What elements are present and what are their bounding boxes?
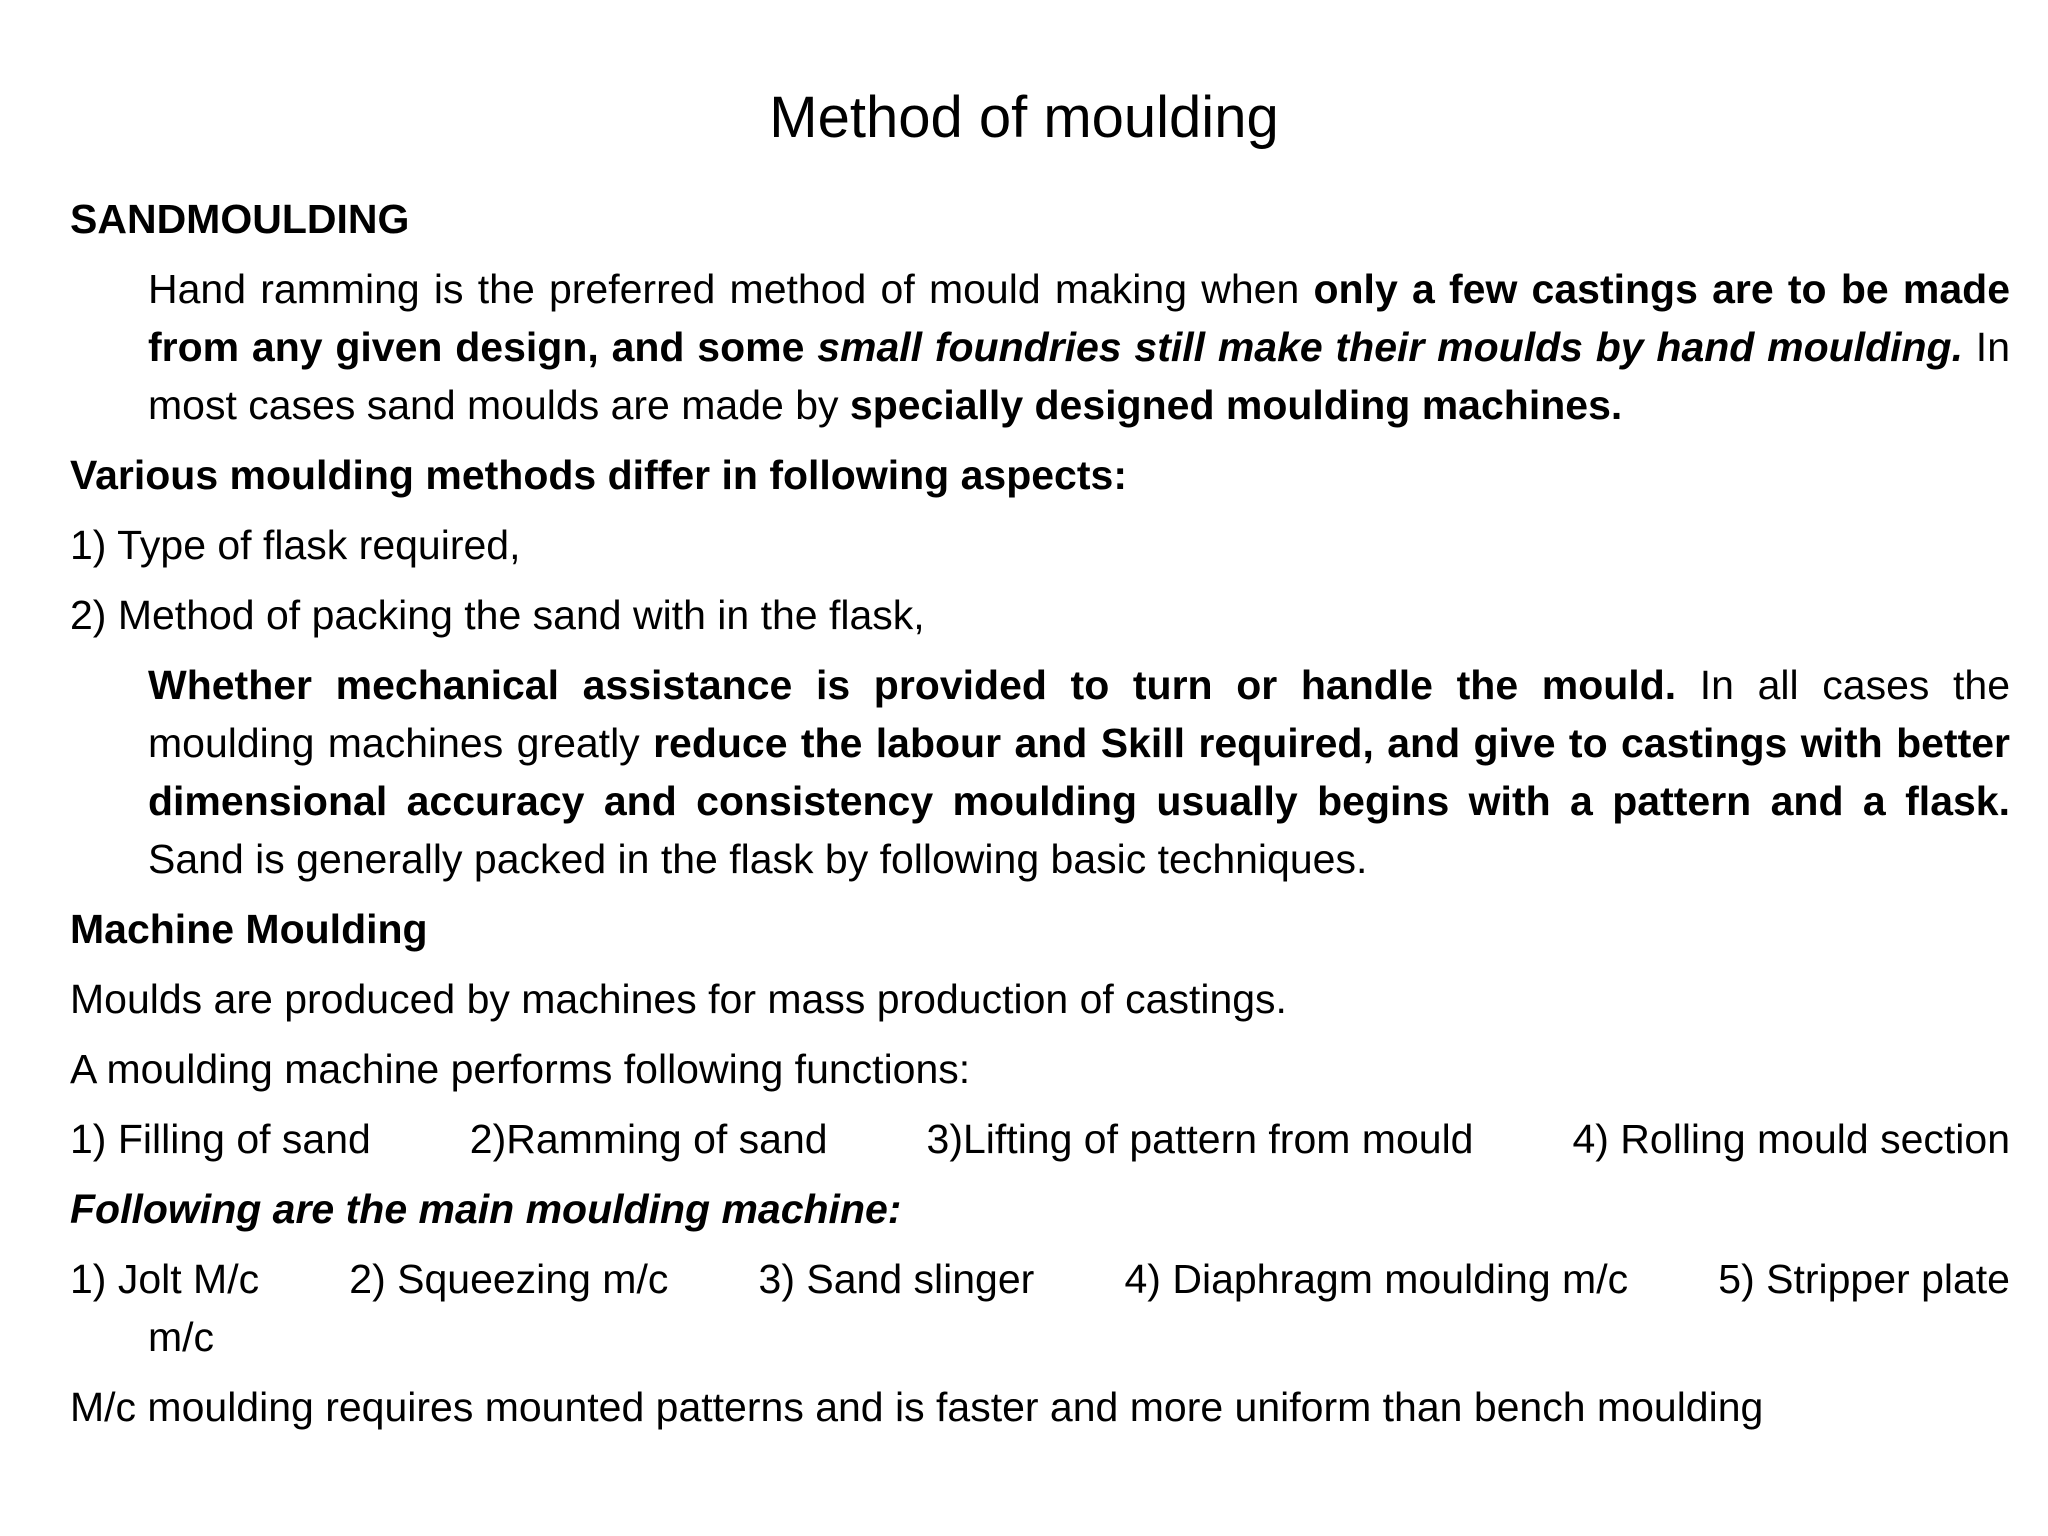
function-item: 2)Ramming of sand (469, 1116, 828, 1162)
machine-item: 5) Stripper plate (1718, 1256, 2010, 1302)
machine-item: 4) Diaphragm moulding m/c (1124, 1256, 1629, 1302)
function-item: 3)Lifting of pattern from mould (926, 1116, 1474, 1162)
section-heading-machine-moulding: Machine Moulding (70, 906, 428, 952)
machine-item: 1) Jolt M/c (70, 1256, 260, 1302)
text-run-bold: Whether mechanical assistance is provided to turn or handle the mould. (148, 662, 1677, 708)
section-heading-main-machines: Following are the main moulding machine: (70, 1186, 902, 1232)
text-run-bold: only a few castings are to be made from any given design, and some (148, 266, 2010, 370)
section-heading-aspects: Various moulding methods differ in following aspects: (70, 452, 1127, 498)
function-item: 1) Filling of sand (70, 1116, 371, 1162)
slide-content (70, 190, 2010, 1448)
machine-item: 3) Sand slinger (758, 1256, 1035, 1302)
slide-title: Method of moulding (769, 85, 1279, 150)
paragraph-sandmoulding (148, 260, 2010, 434)
text-run: In all cases the moulding machines greatly (148, 662, 2011, 766)
machine-moulding-line-1: Moulds are produced by machines for mass production of castings. (70, 976, 1287, 1022)
machine-moulding-line-2: A moulding machine performs following functions: (70, 1046, 971, 1092)
paragraph-mechanical-assistance (148, 656, 2010, 888)
text-run-bold: reduce the labour and Skill required, and give to castings with better dimensional accuracy and consistency moulding usually begins with a pattern and a flask. (148, 720, 2010, 824)
text-run: Hand ramming is the preferred method of mould making when (148, 266, 1314, 312)
text-run: Sand is generally packed in the flask by following basic techniques. (148, 836, 1368, 882)
closing-line: M/c moulding requires mounted patterns and is faster and more uniform than bench moulding (70, 1384, 1764, 1430)
functions-list (70, 1110, 2010, 1168)
list-item-aspect-2: 2) Method of packing the sand with in the flask, (70, 592, 925, 638)
list-item-aspect-1: 1) Type of flask required, (70, 522, 521, 568)
text-run-bold-italic: small foundries still make their moulds by hand moulding. (817, 324, 1963, 370)
text-run-bold: specially designed moulding machines. (849, 382, 1623, 428)
machines-list (70, 1250, 2010, 1308)
function-item: 4) Rolling mould section (1572, 1116, 2010, 1162)
machine-item: 2) Squeezing m/c (349, 1256, 669, 1302)
text-run: In most cases sand moulds are made by (148, 324, 2010, 428)
machine-item-wrap: m/c (148, 1314, 215, 1360)
section-heading-sandmoulding: SANDMOULDING (70, 196, 410, 242)
